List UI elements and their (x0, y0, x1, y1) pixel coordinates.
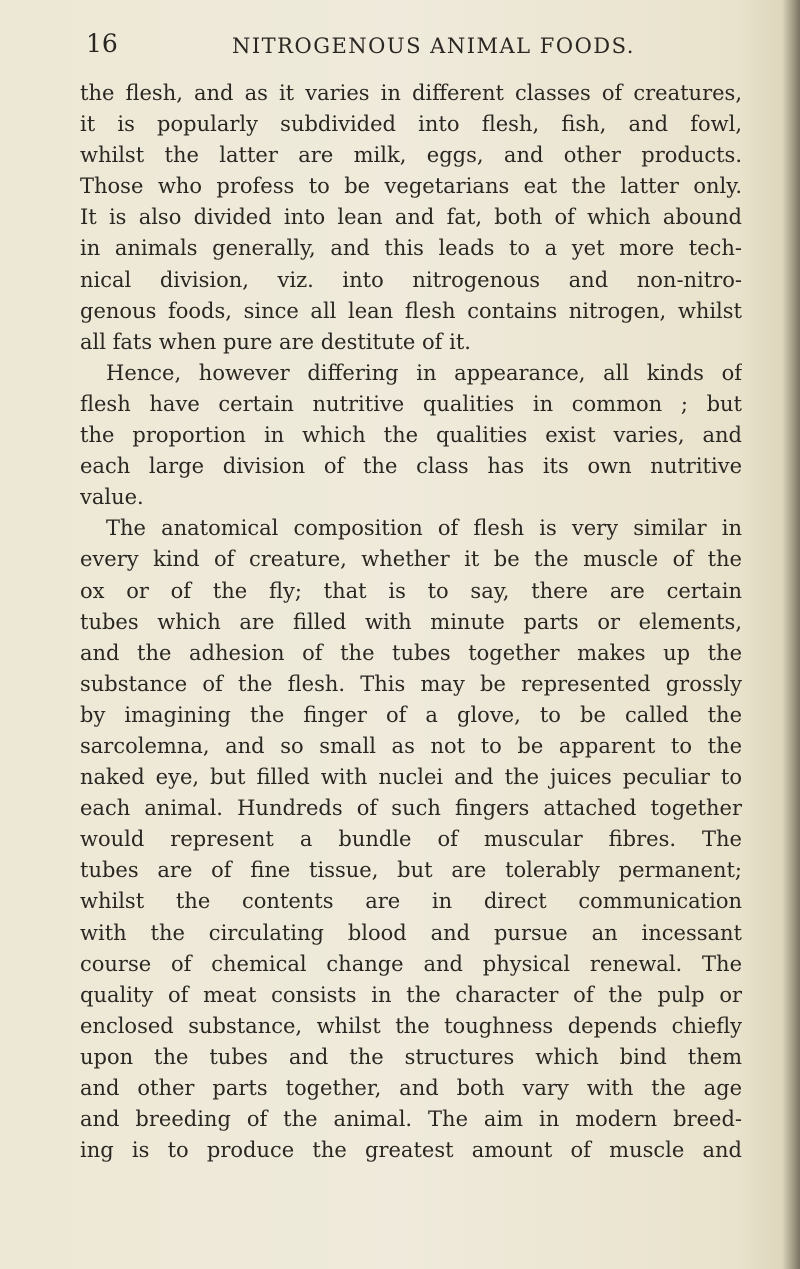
page-number: 16 (86, 29, 118, 58)
text-line: nical division, viz. into nitrogenous and non-nitro- (80, 267, 742, 292)
text-line: it is popularly subdivided into flesh, fish, and fowl, (80, 112, 742, 137)
text-line: genous foods, since all lean flesh contains nitrogen, whilst (80, 298, 742, 323)
text-line: would represent a bundle of muscular fibres. The (80, 827, 742, 852)
text-line: and breeding of the animal. The aim in modern breed- (80, 1107, 742, 1132)
text-line: tubes which are filled with minute parts or elements, (80, 609, 742, 634)
page-binding-edge (782, 0, 800, 1269)
text-line: and other parts together, and both vary with the age (80, 1076, 742, 1100)
text-line: the proportion in which the qualities exist varies, and (80, 423, 742, 448)
text-line: whilst the latter are milk, eggs, and other products. (80, 143, 742, 168)
text-line: The anatomical composition of flesh is very similar in (106, 516, 742, 541)
text-line: value. (80, 485, 144, 510)
text-line: flesh have certain nutritive qualities in common ; but (80, 391, 742, 416)
text-line: substance of the flesh. This may be represented grossly (80, 671, 742, 696)
text-line: with the circulating blood and pursue an incessant (80, 920, 742, 945)
text-line: by imagining the finger of a glove, to be called the (80, 702, 742, 727)
text-line: sarcolemna, and so small as not to be apparent to the (80, 733, 742, 758)
text-line: It is also divided into lean and fat, both of which abound (80, 205, 742, 230)
text-line: ox or of the fly; that is to say, there are certain (80, 578, 742, 603)
text-line: Hence, however differing in appearance, all kinds of (106, 360, 742, 385)
text-line: upon the tubes and the structures which bind them (80, 1044, 742, 1069)
text-line: naked eye, but filled with nuclei and the juices peculiar to (80, 765, 742, 790)
text-line: each animal. Hundreds of such fingers attached together (80, 796, 742, 821)
running-head (82, 28, 742, 60)
text-line: every kind of creature, whether it be the muscle of the (80, 547, 742, 572)
text-line: the flesh, and as it varies in different classes of creatures, (80, 81, 742, 105)
text-line: ing is to produce the greatest amount of muscle and (80, 1138, 742, 1163)
text-line: and the adhesion of the tubes together makes up the (80, 640, 742, 665)
text-line: enclosed substance, whilst the toughness depends chiefly (80, 1013, 742, 1038)
text-line: whilst the contents are in direct communication (80, 889, 742, 914)
text-line: in animals generally, and this leads to a yet more tech- (80, 236, 742, 261)
text-line: course of chemical change and physical renewal. The (80, 951, 742, 976)
running-title: NITROGENOUS ANIMAL FOODS. (232, 34, 635, 58)
text-line: tubes are of fine tissue, but are tolerably permanent; (80, 858, 742, 883)
text-line: each large division of the class has its own nutritive (80, 454, 742, 479)
text-line: all fats when pure are destitute of it. (80, 329, 471, 354)
body-text (80, 78, 742, 1166)
text-line: Those who profess to be vegetarians eat the latter only. (80, 174, 742, 199)
text-line: quality of meat consists in the character of the pulp or (80, 982, 742, 1007)
